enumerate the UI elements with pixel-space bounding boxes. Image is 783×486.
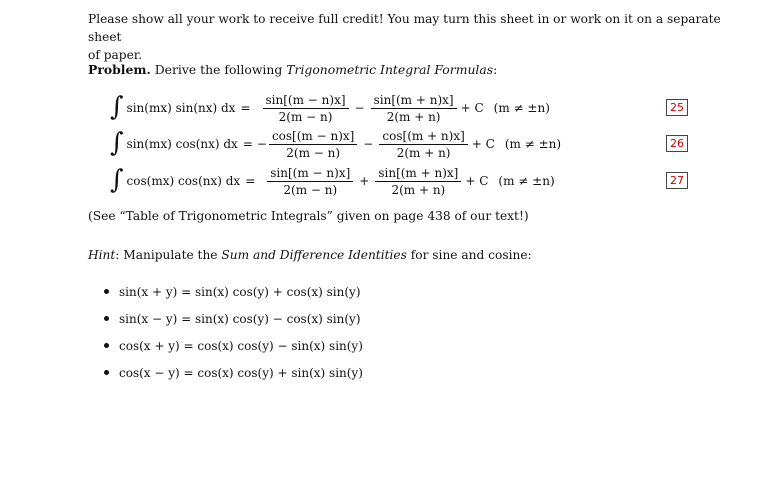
reference-note: (See “Table of Trigonometric Integrals” given on page 438 of our text!) <box>88 209 529 223</box>
instructions-line-1: Please show all your work to receive full credit! You may turn this sheet in or work on it on a separate sheet <box>88 12 721 44</box>
formula-tag-25: 25 <box>666 99 688 116</box>
formula-middle-operator: − <box>363 137 374 151</box>
hint-label: Hint <box>88 248 116 262</box>
identity-text: cos(x − y) = cos(x) cos(y) + sin(x) sin(y) <box>119 365 363 380</box>
integral-sign: ∫ <box>110 165 124 195</box>
list-item <box>104 332 363 359</box>
list-item <box>104 278 363 305</box>
formula-middle-operator: − <box>354 101 365 115</box>
problem-emphasis: Trigonometric Integral Formulas <box>286 62 494 77</box>
identity-list <box>104 278 363 386</box>
formula-term-1-numerator: cos[(m − n)x] <box>269 129 357 145</box>
formula-term-2 <box>379 129 467 160</box>
formula-term-1-denominator: 2(m − n) <box>286 145 341 160</box>
formula-condition: (m ≠ ±n) <box>493 101 550 115</box>
formula-tag-27: 27 <box>666 172 688 189</box>
bullet-icon <box>104 316 109 321</box>
list-item <box>104 359 363 386</box>
formula-term-2 <box>371 93 457 124</box>
formula-term-1 <box>269 129 357 160</box>
formula-term-2-numerator: cos[(m + n)x] <box>379 129 467 145</box>
identity-text: cos(x + y) = cos(x) cos(y) − sin(x) sin(y) <box>119 338 363 353</box>
problem-label: Problem. <box>88 62 151 77</box>
instructions-line-2: of paper. <box>88 48 143 62</box>
hint-emphasis: Sum and Difference Identities <box>221 248 407 262</box>
formula-equals: = <box>242 137 253 151</box>
formula-term-1 <box>267 166 353 197</box>
bullet-icon <box>104 289 109 294</box>
formula-term-2-denominator: 2(m + n) <box>391 182 446 197</box>
integral-sign: ∫ <box>110 128 124 158</box>
formula-term-1 <box>263 93 349 124</box>
formula-condition: (m ≠ ±n) <box>504 137 562 151</box>
hint-text-before: : Manipulate the <box>115 248 222 262</box>
formula-term-1-denominator: 2(m − n) <box>278 109 333 124</box>
formula-term-1-denominator: 2(m − n) <box>283 182 338 197</box>
formula-term-1-numerator: sin[(m − n)x] <box>263 93 349 109</box>
formula-26 <box>110 127 561 161</box>
formula-term-2-denominator: 2(m + n) <box>396 145 451 160</box>
identity-text: sin(x + y) = sin(x) cos(y) + cos(x) sin(y) <box>119 284 361 299</box>
formula-term-2-numerator: sin[(m + n)x] <box>371 93 457 109</box>
formula-integrand: sin(mx) sin(nx) dx <box>126 101 236 115</box>
formula-integrand: sin(mx) cos(nx) dx <box>126 137 238 151</box>
identity-text: sin(x − y) = sin(x) cos(y) − cos(x) sin(y) <box>119 311 361 326</box>
bullet-icon <box>104 370 109 375</box>
formula-middle-operator: + <box>359 174 370 188</box>
formula-tag-26: 26 <box>666 135 688 152</box>
formula-equals: = <box>240 101 251 115</box>
problem-text-before: Derive the following <box>150 62 287 77</box>
problem-statement <box>88 62 497 77</box>
formula-27 <box>110 164 555 198</box>
formula-constant: + C <box>465 174 489 188</box>
hint <box>88 248 532 262</box>
formula-25 <box>110 91 550 125</box>
formula-term-1-numerator: sin[(m − n)x] <box>267 166 353 182</box>
formula-condition: (m ≠ ±n) <box>498 174 555 188</box>
formula-equals: = <box>245 174 256 188</box>
formula-constant: + C <box>460 101 484 115</box>
hint-text-after: for sine and cosine: <box>406 248 532 262</box>
bullet-icon <box>104 343 109 348</box>
formula-term-2 <box>375 166 461 197</box>
formula-term-2-numerator: sin[(m + n)x] <box>375 166 461 182</box>
integral-sign: ∫ <box>110 92 124 122</box>
instructions <box>88 10 728 64</box>
formula-lead-sign: − <box>256 137 267 151</box>
formula-constant: + C <box>471 137 495 151</box>
formula-integrand: cos(mx) cos(nx) dx <box>126 174 241 188</box>
problem-text-after: : <box>493 62 498 77</box>
list-item <box>104 305 363 332</box>
formula-term-2-denominator: 2(m + n) <box>386 109 441 124</box>
